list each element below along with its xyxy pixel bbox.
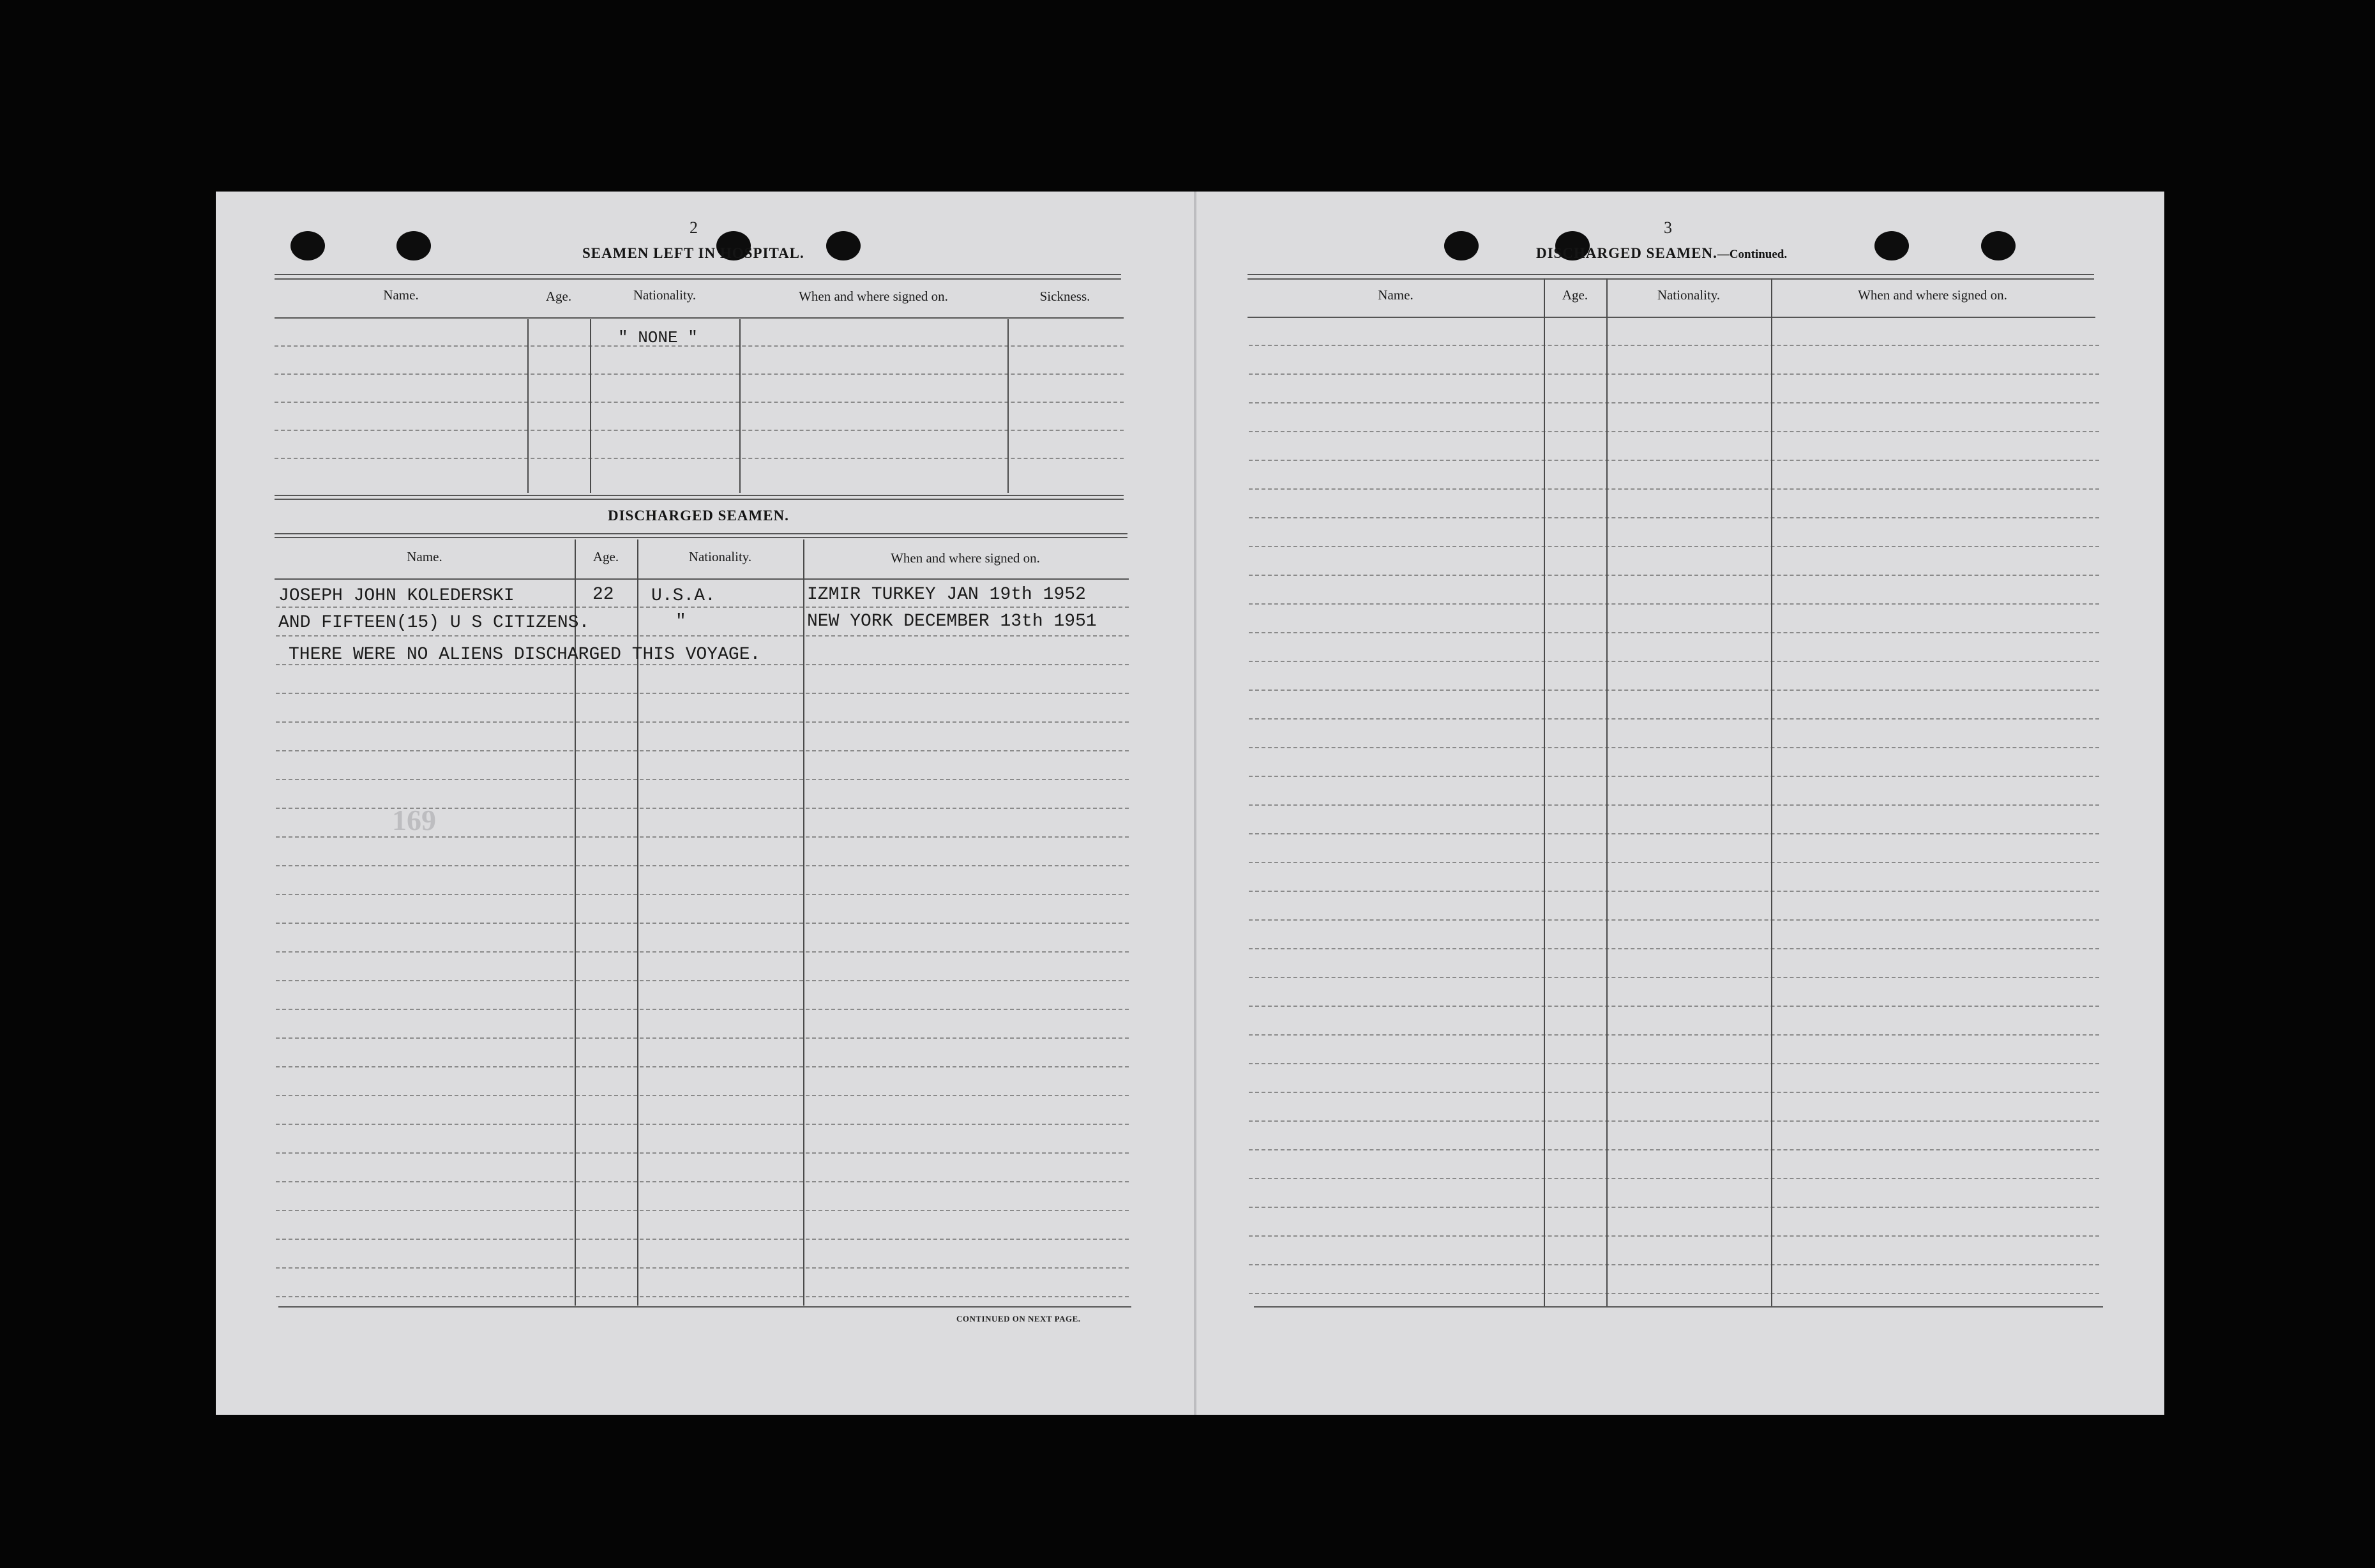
punch-hole bbox=[1981, 231, 2016, 260]
rule bbox=[1248, 274, 2094, 275]
hospital-entry: " NONE " bbox=[618, 328, 698, 347]
ruled-line bbox=[276, 635, 1129, 637]
ruled-line bbox=[1249, 1293, 2099, 1294]
punch-hole bbox=[290, 231, 325, 260]
ruled-line bbox=[1249, 891, 2099, 892]
ruled-line bbox=[1249, 919, 2099, 921]
punch-hole bbox=[1874, 231, 1909, 260]
seaman-age: 22 bbox=[592, 585, 614, 605]
column-divider bbox=[803, 539, 804, 1306]
column-divider bbox=[1544, 278, 1545, 1306]
rule bbox=[275, 533, 1127, 534]
column-divider bbox=[739, 319, 741, 493]
ruled-line bbox=[276, 1210, 1129, 1211]
ruled-line bbox=[276, 1066, 1129, 1067]
continued-header-age: Age. bbox=[1562, 287, 1588, 303]
rule bbox=[275, 495, 1124, 496]
rule bbox=[275, 317, 1124, 319]
column-divider bbox=[1007, 319, 1009, 493]
ruled-line bbox=[1249, 661, 2099, 662]
ruled-line bbox=[1249, 1120, 2099, 1122]
ruled-line bbox=[1249, 1063, 2099, 1064]
ruled-line bbox=[1249, 1034, 2099, 1036]
ruled-line bbox=[276, 1037, 1129, 1039]
rule bbox=[275, 278, 1121, 280]
ruled-line bbox=[1249, 1207, 2099, 1208]
ruled-line bbox=[276, 980, 1129, 981]
ruled-line bbox=[1249, 431, 2099, 432]
ruled-line bbox=[276, 1152, 1129, 1154]
ruled-line bbox=[1249, 833, 2099, 834]
ruled-line bbox=[1249, 977, 2099, 978]
punch-hole bbox=[396, 231, 431, 260]
discharged-header-nationality: Nationality. bbox=[688, 549, 752, 564]
ruled-line bbox=[275, 458, 1124, 459]
discharged-header-age: Age. bbox=[592, 549, 619, 564]
ruled-line bbox=[1249, 546, 2099, 547]
ruled-line bbox=[275, 373, 1124, 375]
column-divider bbox=[1771, 278, 1772, 1306]
ruled-line bbox=[276, 894, 1129, 895]
rule bbox=[275, 274, 1121, 275]
ruled-line bbox=[276, 951, 1129, 953]
ruled-line bbox=[276, 923, 1129, 924]
ruled-line bbox=[276, 1296, 1129, 1297]
seaman-name: AND FIFTEEN(15) U S CITIZENS. bbox=[278, 613, 590, 633]
ruled-line bbox=[275, 345, 1124, 347]
ruled-line bbox=[1249, 690, 2099, 691]
page-number: 2 bbox=[690, 218, 698, 237]
hospital-header-age: Age. bbox=[545, 289, 572, 304]
ruled-line bbox=[1249, 1092, 2099, 1093]
hospital-header-name: Name. bbox=[383, 287, 419, 303]
ruled-line bbox=[276, 721, 1129, 723]
ruled-line bbox=[1249, 460, 2099, 461]
ruled-line bbox=[1249, 575, 2099, 576]
ruled-line bbox=[276, 1267, 1129, 1269]
ruled-line bbox=[1249, 488, 2099, 490]
ruled-line bbox=[276, 750, 1129, 751]
ruled-line bbox=[1249, 632, 2099, 633]
seaman-nationality: " bbox=[675, 612, 686, 631]
ruled-line bbox=[1249, 603, 2099, 605]
ruled-line bbox=[1249, 948, 2099, 949]
seaman-nationality: U.S.A. bbox=[651, 586, 716, 606]
ruled-line bbox=[276, 779, 1129, 780]
ruled-line bbox=[275, 430, 1124, 431]
hospital-section-title: SEAMEN LEFT IN HOSPITAL. bbox=[582, 245, 804, 261]
continued-header-nationality: Nationality. bbox=[1657, 287, 1721, 303]
ruled-line bbox=[276, 607, 1129, 608]
continued-header-signed-on: When and where signed on. bbox=[1858, 287, 2007, 303]
title-suffix: —Continued. bbox=[1717, 248, 1788, 261]
ruled-line bbox=[1249, 345, 2099, 346]
ruled-line bbox=[1249, 862, 2099, 863]
hospital-header-sickness: Sickness. bbox=[1039, 289, 1090, 304]
ruled-line bbox=[1249, 1235, 2099, 1237]
ruled-line bbox=[276, 865, 1129, 866]
ruled-line bbox=[276, 1239, 1129, 1240]
hospital-header-signed-on: When and where signed on. bbox=[799, 289, 948, 304]
seaman-signed-on: NEW YORK DECEMBER 13th 1951 bbox=[807, 612, 1097, 631]
ruled-line bbox=[275, 402, 1124, 403]
rule bbox=[275, 499, 1124, 500]
discharged-section-title: DISCHARGED SEAMEN. bbox=[608, 508, 789, 524]
ruled-line bbox=[1249, 1006, 2099, 1007]
rule bbox=[275, 578, 1129, 580]
rule bbox=[278, 1306, 1131, 1308]
faint-stamp: 169 bbox=[392, 804, 436, 836]
continued-header-name: Name. bbox=[1378, 287, 1414, 303]
ruled-line bbox=[1249, 776, 2099, 777]
page-fold bbox=[1194, 192, 1196, 1415]
rule bbox=[1248, 317, 2095, 318]
ruled-line bbox=[276, 1095, 1129, 1096]
ruled-line bbox=[1249, 373, 2099, 375]
ruled-line bbox=[1249, 747, 2099, 748]
discharged-continued-title bbox=[1536, 245, 1787, 262]
rule bbox=[275, 537, 1127, 538]
column-divider bbox=[1606, 278, 1608, 1306]
hospital-header-nationality: Nationality. bbox=[633, 287, 697, 303]
punch-hole bbox=[826, 231, 861, 260]
ruled-line bbox=[1249, 1178, 2099, 1179]
ruled-line bbox=[276, 1181, 1129, 1182]
rule bbox=[1254, 1306, 2103, 1308]
seaman-signed-on: IZMIR TURKEY JAN 19th 1952 bbox=[807, 585, 1086, 605]
ruled-line bbox=[1249, 1264, 2099, 1265]
ruled-line bbox=[1249, 517, 2099, 518]
discharged-header-signed-on: When and where signed on. bbox=[891, 550, 1040, 566]
seaman-name: JOSEPH JOHN KOLEDERSKI bbox=[278, 586, 515, 606]
column-divider bbox=[590, 319, 591, 493]
ruled-line bbox=[1249, 718, 2099, 720]
discharged-header-name: Name. bbox=[407, 549, 442, 564]
ruled-line bbox=[1249, 402, 2099, 403]
page-number: 3 bbox=[1664, 218, 1672, 237]
title-main: DISCHARGED SEAMEN. bbox=[1536, 245, 1717, 261]
ruled-line bbox=[1249, 804, 2099, 806]
continued-note: CONTINUED ON NEXT PAGE. bbox=[956, 1314, 1081, 1323]
ruled-line bbox=[1249, 1149, 2099, 1150]
aliens-note: THERE WERE NO ALIENS DISCHARGED THIS VOYAGE. bbox=[289, 645, 761, 665]
ruled-line bbox=[276, 693, 1129, 694]
rule bbox=[1248, 278, 2094, 280]
document-page-spread bbox=[216, 192, 2164, 1415]
ruled-line bbox=[276, 1124, 1129, 1125]
punch-hole bbox=[1444, 231, 1479, 260]
ruled-line bbox=[276, 1009, 1129, 1010]
column-divider bbox=[527, 319, 529, 493]
